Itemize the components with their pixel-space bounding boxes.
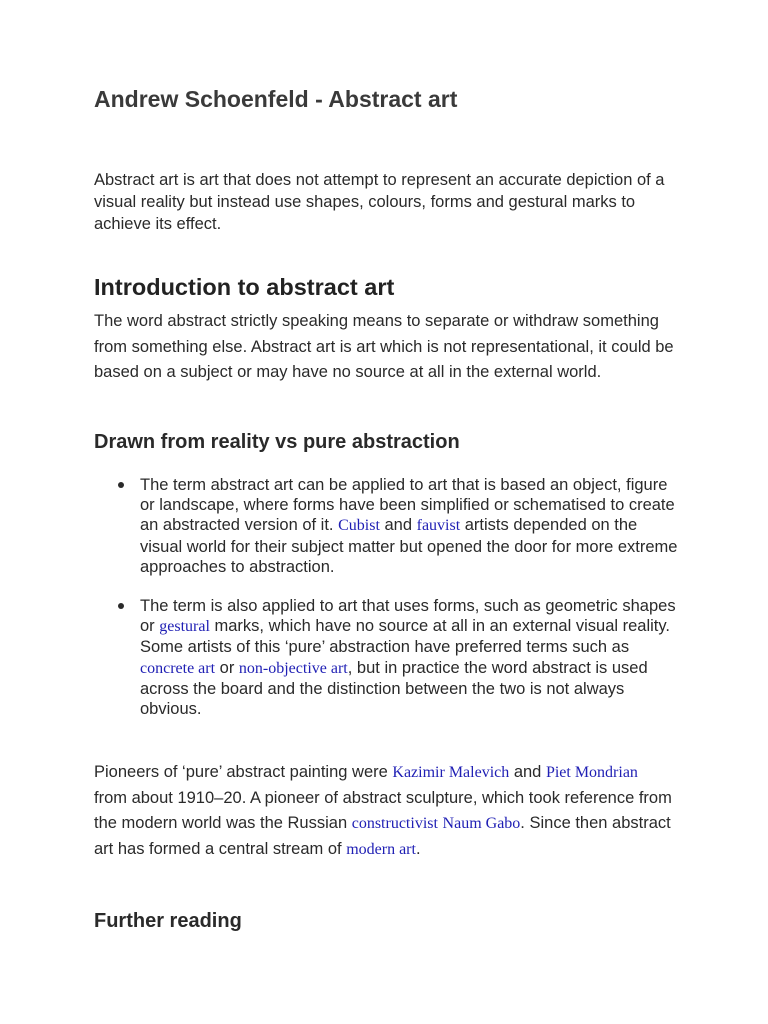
document-title: Andrew Schoenfeld - Abstract art bbox=[94, 86, 458, 112]
link-piet-mondrian[interactable]: Piet Mondrian bbox=[545, 764, 638, 781]
pioneers-text-6: . bbox=[415, 839, 421, 858]
link-concrete-art[interactable]: concrete art bbox=[140, 659, 216, 677]
bullet-dot-icon bbox=[118, 603, 124, 609]
bullet-1-text-3: artists depended on the visual world for their subject matter but opened the door for more extreme approaches to abstraction. bbox=[140, 516, 678, 576]
bullet-2-text-1: The term is also applied to art that uses forms, such as geometric shapes or bbox=[140, 597, 676, 636]
bullet-1-text-2: and bbox=[379, 516, 417, 535]
link-fauvist[interactable]: fauvist bbox=[416, 517, 461, 535]
link-cubist[interactable]: Cubist bbox=[338, 517, 380, 535]
link-naum-gabo[interactable]: Naum Gabo bbox=[442, 815, 521, 832]
bullet-dot-icon bbox=[118, 482, 124, 488]
link-constructivist[interactable]: constructivist bbox=[351, 815, 438, 832]
bullet-2-text-4: , but in practice the word abstract is used across the board and the distinction between the two is not always obvious. bbox=[140, 658, 648, 719]
drawn-from-reality-heading: Drawn from reality vs pure abstraction bbox=[94, 431, 460, 453]
bullet-item-2 bbox=[140, 596, 680, 719]
bullet-2-text-3: or bbox=[215, 658, 239, 677]
link-modern-art[interactable]: modern art bbox=[346, 840, 416, 858]
intro-paragraph: Abstract art is art that does not attempt to represent an accurate depiction of a visual reality but instead use shapes, colours, forms and gestural marks to achieve its effect. bbox=[94, 171, 665, 233]
further-reading-heading: Further reading bbox=[94, 910, 242, 932]
pioneers-text-2: and bbox=[509, 763, 546, 781]
pioneers-paragraph bbox=[94, 760, 674, 862]
link-gestural[interactable]: gestural bbox=[159, 618, 210, 636]
bullet-2-text-2: marks, which have no source at all in an external visual reality. Some artists of this ‘pure’ abstraction have preferred terms such as bbox=[140, 617, 670, 657]
link-non-objective-art[interactable]: non-objective art bbox=[238, 659, 348, 677]
pioneers-text-3: from about 1910–20. A pioneer of abstract sculpture, which took reference from the modern world was the Russian bbox=[94, 788, 672, 832]
pioneers-text-1: Pioneers of ‘pure’ abstract painting were bbox=[94, 763, 393, 781]
pioneers-text-5: . Since then abstract art has formed a central stream of bbox=[94, 814, 671, 858]
bullet-1-text-1: The term abstract art can be applied to art that is based an object, figure or landscape, where forms have been simplified or schematised to create an abstracted version of it. bbox=[140, 476, 675, 535]
bullet-list bbox=[94, 475, 680, 738]
introduction-paragraph: The word abstract strictly speaking means to separate or withdraw something from something else. Abstract art is art which is not representational, it could be based on a subject or may have no source at all in the external world. bbox=[94, 312, 674, 381]
introduction-heading: Introduction to abstract art bbox=[94, 274, 395, 300]
link-kazimir-malevich[interactable]: Kazimir Malevich bbox=[392, 764, 510, 781]
bullet-item-1 bbox=[140, 475, 680, 577]
